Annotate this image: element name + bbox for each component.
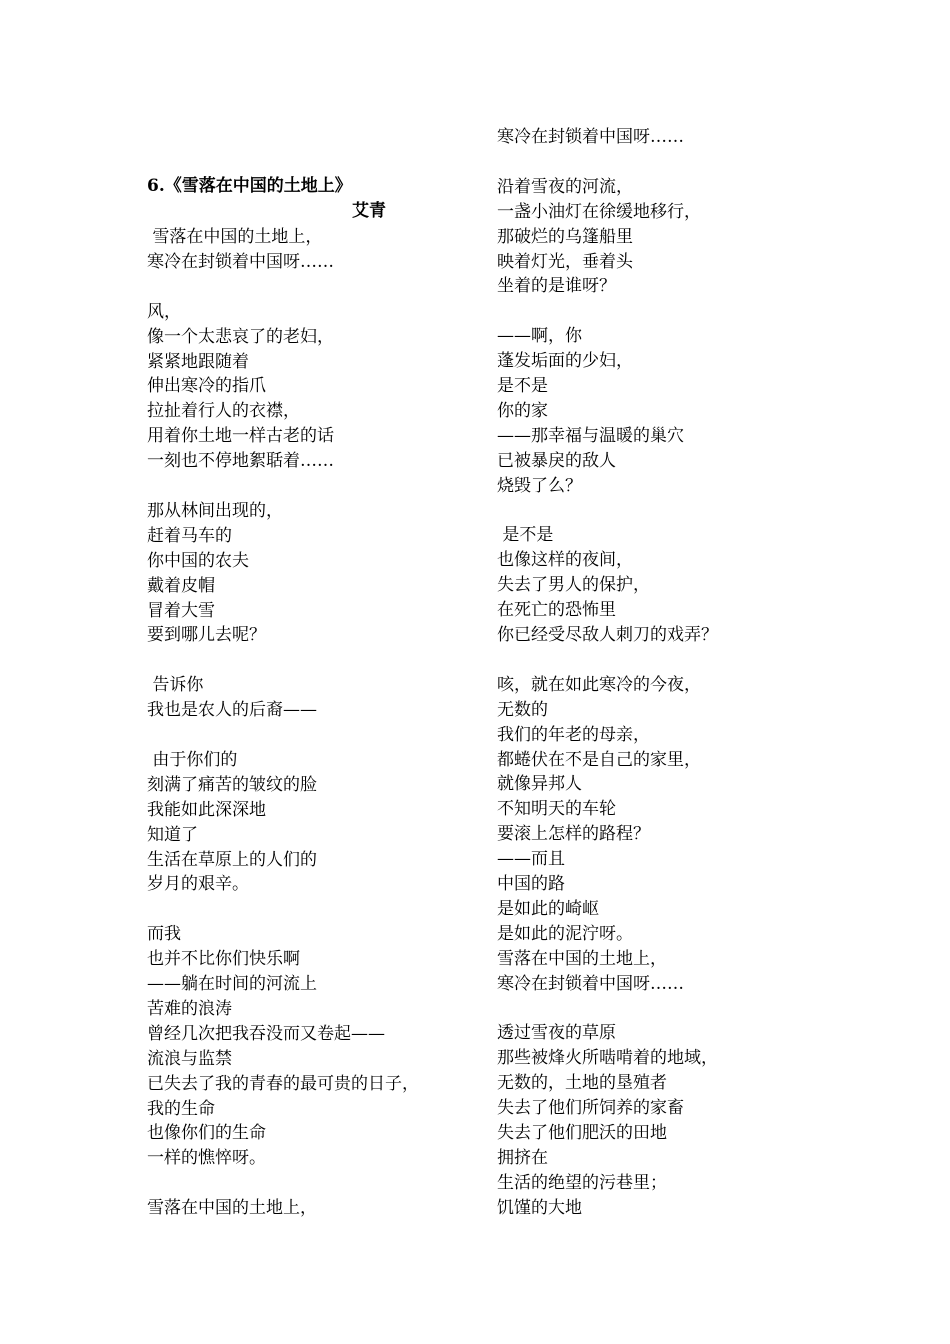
poem-line: 冒着大雪 — [147, 600, 215, 621]
poem-line: 我也是农人的后裔—— — [147, 700, 317, 721]
poem-line: 那破烂的乌篷船里 — [497, 226, 633, 247]
poem-line: 而我 — [147, 924, 181, 945]
poem-line: 透过雪夜的草原 — [497, 1023, 616, 1044]
poem-line: 已被暴戾的敌人 — [497, 450, 616, 471]
poem-line: 我的生命 — [147, 1098, 215, 1119]
poem-line: 一样的憔悴呀。 — [147, 1148, 266, 1169]
poem-line: 苦难的浪涛 — [147, 998, 232, 1019]
poem-line: 我们的年老的母亲， — [497, 724, 650, 745]
poem-line: 咳，就在如此寒冷的今夜， — [497, 674, 701, 695]
poem-line: 你已经受尽敌人刺刀的戏弄？ — [497, 625, 718, 645]
poem-line: 像一个太悲哀了的老妇， — [147, 326, 334, 347]
poem-line: 用着你土地一样古老的话 — [147, 426, 334, 447]
poem-line: 拉扯着行人的衣襟， — [147, 401, 300, 422]
poem-line: 都蜷伏在不是自己的家里， — [497, 749, 701, 770]
poem-line: 寒冷在封锁着中国呀…… — [497, 127, 684, 147]
poem-line: 风， — [147, 301, 181, 322]
poem-line: 那从林间出现的， — [147, 500, 283, 521]
poem-line: 是如此的崎岖 — [497, 898, 599, 919]
poem-line: 岁月的艰辛。 — [147, 874, 249, 895]
poem-line: 无数的 — [497, 699, 548, 720]
poem-line: ——躺在时间的河流上 — [147, 974, 317, 994]
poem-line: 知道了 — [147, 824, 198, 845]
poem-line: 在死亡的恐怖里 — [497, 600, 616, 621]
poem-line: 失去了他们所饲养的家畜 — [497, 1098, 684, 1119]
poem-line: 也并不比你们快乐啊 — [147, 949, 300, 970]
poem-line: 也像你们的生命 — [147, 1123, 266, 1144]
poem-line: 也像这样的夜间， — [497, 550, 633, 571]
poem-author: 艾青 — [352, 201, 386, 221]
poem-line: 要到哪儿去呢？ — [147, 625, 266, 646]
poem-line: 失去了男人的保护， — [497, 575, 650, 596]
poem-line: 那些被烽火所啮啃着的地域， — [497, 1048, 718, 1069]
poem-line: 伸出寒冷的指爪 — [147, 376, 266, 397]
poem-line: 蓬发垢面的少妇， — [497, 351, 633, 372]
poem-line: 戴着皮帽 — [147, 575, 215, 596]
poem-line: 失去了他们肥沃的田地 — [497, 1123, 667, 1143]
poem-line: 寒冷在封锁着中国呀…… — [147, 251, 334, 272]
poem-line: 拥挤在 — [497, 1147, 548, 1168]
poem-line: 中国的路 — [497, 874, 565, 894]
poem-title: 6.《雪落在中国的土地上》 — [147, 176, 352, 196]
poem-line: 不知明天的车轮 — [497, 799, 616, 820]
poem-line: 生活在草原上的人们的 — [147, 849, 317, 870]
poem-line: 是如此的泥泞呀。 — [497, 923, 633, 944]
poem-line: 由于你们的 — [147, 749, 238, 770]
poem-line: 饥馑的大地 — [497, 1197, 582, 1218]
poem-line: 烧毁了么？ — [497, 475, 582, 496]
poem-line: 流浪与监禁 — [147, 1048, 232, 1069]
poem-line: 赶着马车的 — [147, 525, 232, 546]
poem-line: 你的家 — [497, 400, 548, 421]
poem-line: 你中国的农夫 — [147, 550, 249, 571]
poem-line: 是不是 — [497, 525, 554, 546]
poem-line: 寒冷在封锁着中国呀…… — [497, 973, 684, 994]
poem-line: 生活的绝望的污巷里； — [497, 1172, 667, 1193]
poem-line: 我能如此深深地 — [147, 799, 266, 820]
poem-line: 雪落在中国的土地上， — [147, 1198, 317, 1219]
poem-line: ——啊，你 — [497, 326, 582, 347]
poem-line: ——那幸福与温暖的巢穴 — [497, 425, 684, 446]
poem-line: 坐着的是谁呀？ — [497, 276, 616, 297]
poem-line: 要滚上怎样的路程？ — [497, 824, 650, 845]
poem-line: 一盏小油灯在徐缓地移行， — [497, 201, 701, 222]
poem-line: 曾经几次把我吞没而又卷起—— — [147, 1023, 385, 1044]
poem-line: 一刻也不停地絮聒着…… — [147, 451, 334, 472]
poem-line: 沿着雪夜的河流， — [497, 176, 633, 197]
poem-line: ——而且 — [497, 849, 565, 870]
poem-line: 刻满了痛苦的皱纹的脸 — [147, 774, 317, 795]
poem-line: 雪落在中国的土地上， — [497, 948, 667, 969]
poem-line: 是不是 — [497, 376, 548, 396]
poem-line: 就像异邦人 — [497, 774, 582, 795]
poem-line: 雪落在中国的土地上， — [147, 227, 323, 247]
poem-line: 告诉你 — [147, 675, 204, 696]
poem-line: 已失去了我的青春的最可贵的日子， — [147, 1073, 419, 1094]
poem-line: 紧紧地跟随着 — [147, 351, 249, 372]
poem-line: 无数的，土地的垦殖者 — [497, 1073, 667, 1094]
poem-line: 映着灯光，垂着头 — [497, 251, 633, 272]
